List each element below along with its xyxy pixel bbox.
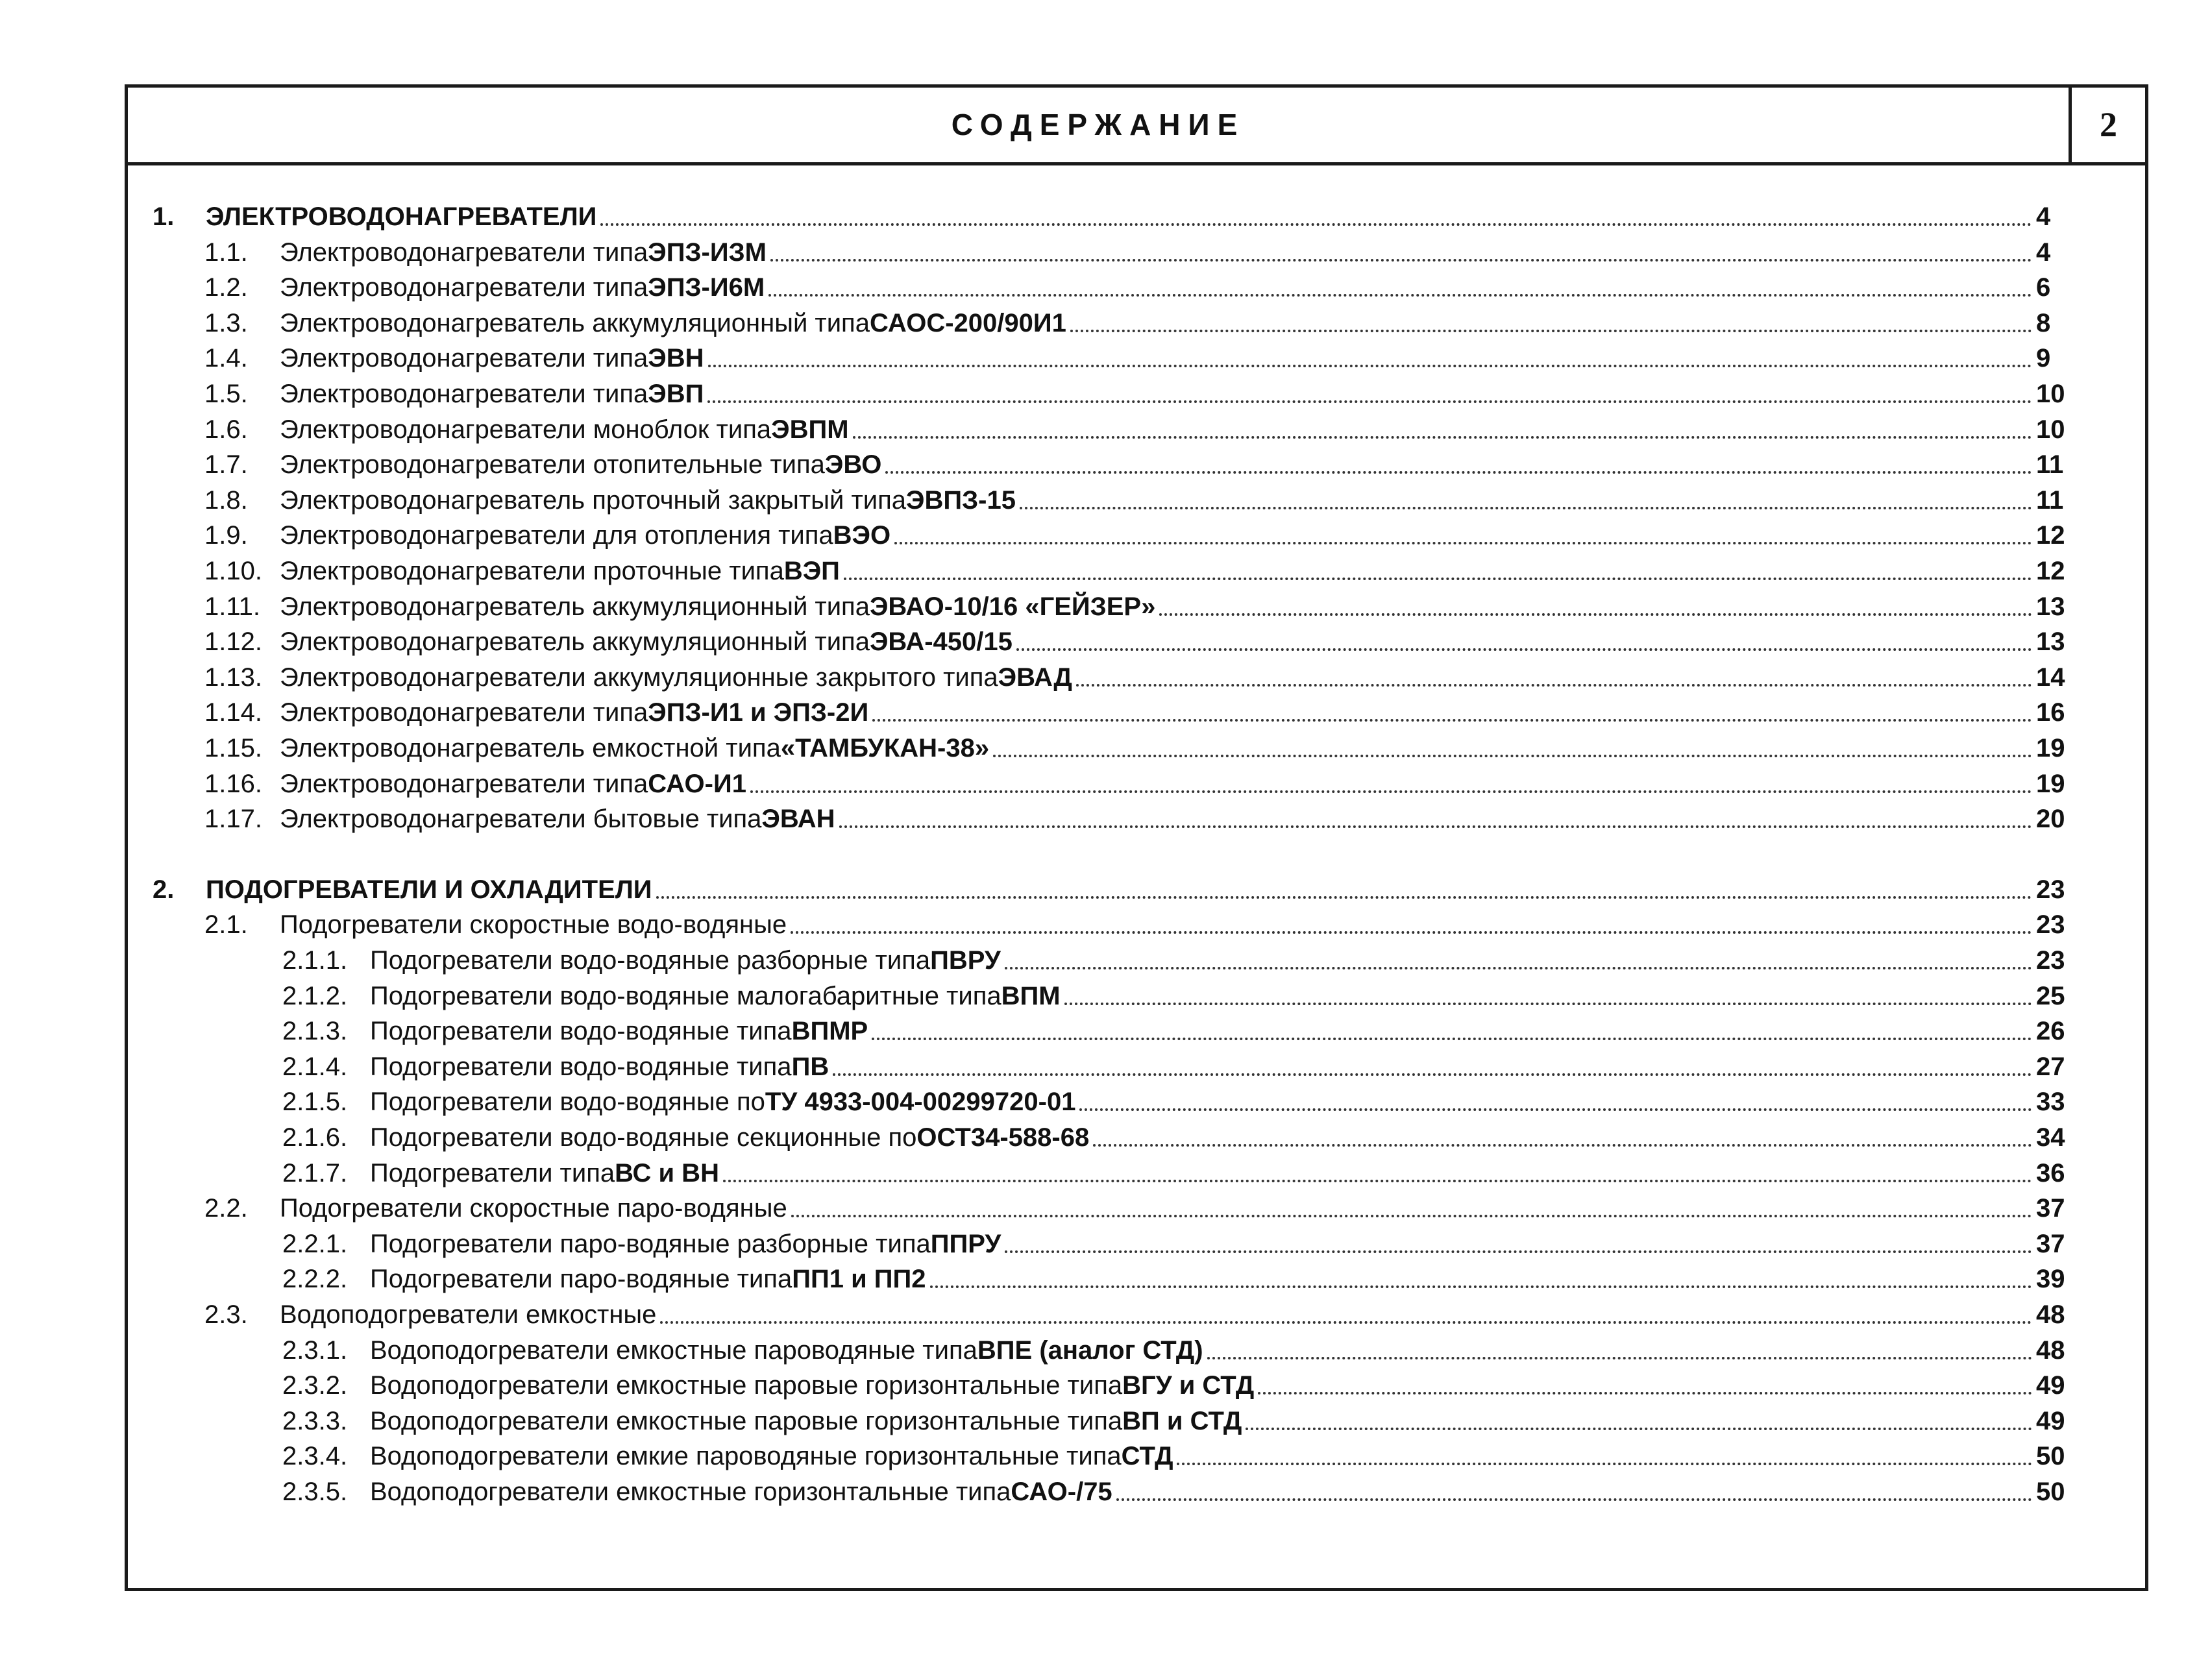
toc-entry	[128, 695, 2082, 730]
toc-entry-number: 2.1.4.	[282, 1052, 348, 1081]
toc-entry	[128, 1297, 2082, 1332]
header	[128, 88, 2145, 165]
toc-entry-number: 1.11.	[204, 592, 260, 621]
dot-leader	[1207, 1357, 2032, 1359]
toc-entry-model: ЭВАО-10/16 «ГЕЙЗЕР»	[869, 592, 1156, 621]
toc-entry-title: Электроводонагреватели аккумуляционные закрытого типа	[280, 663, 998, 692]
toc-entry-model: ЭПЗ-И1 и ЭПЗ-2И	[648, 698, 869, 727]
dot-leader	[791, 931, 2032, 934]
toc-entry-number: 1.7.	[204, 450, 248, 480]
toc-entry-model: ЭВПМ	[771, 415, 849, 444]
toc-entry	[128, 1049, 2082, 1084]
dot-leader	[750, 790, 2032, 793]
toc-entry	[128, 1014, 2082, 1049]
dot-leader	[791, 1215, 2032, 1217]
toc-entry-title: Водоподогреватели емкостные	[280, 1300, 657, 1329]
toc-entry-model: «ТАМБУКАН-38»	[780, 734, 990, 762]
toc-entry-title: Водоподогреватели емкостные пароводяные типа	[370, 1335, 977, 1365]
toc-entry-page: 49	[2036, 1406, 2065, 1435]
toc-entry-title: Подогреватели скоростные водо-водяные	[280, 910, 787, 940]
dot-leader	[660, 1321, 2032, 1324]
toc-entry-page: 48	[2036, 1335, 2065, 1365]
toc-entry	[128, 1261, 2082, 1297]
toc-entry-title: Подогреватели водо-водяные типа	[370, 1052, 792, 1081]
toc-entry	[128, 943, 2082, 978]
toc-entry	[128, 1120, 2082, 1155]
toc-entry-page: 12	[2036, 521, 2065, 550]
toc-entry-model: ВЭП	[783, 557, 840, 585]
dot-leader	[1246, 1428, 2032, 1430]
toc-entry-model: СТД	[1121, 1442, 1173, 1471]
dot-leader	[1076, 684, 2032, 687]
toc-entry-title: Подогреватели скоростные паро-водяные	[280, 1194, 787, 1223]
dot-leader	[656, 896, 2032, 899]
toc-entry-number: 2.1.	[204, 910, 248, 940]
toc-entry	[128, 731, 2082, 766]
toc-entry-model: ВЭО	[833, 521, 891, 550]
toc-entry-number: 2.1.6.	[282, 1123, 348, 1152]
toc-entry-page: 10	[2036, 380, 2065, 408]
toc-entry-title: Электроводонагреватели отопительные типа	[280, 450, 825, 480]
dot-leader	[1020, 507, 2032, 509]
toc-entry-model: ОСТ34-588-68	[916, 1123, 1090, 1152]
toc-entry-title: Электроводонагреватель емкостной типа	[280, 734, 781, 762]
dot-leader	[707, 400, 2032, 403]
toc-entry	[128, 1474, 2082, 1509]
toc-entry	[128, 766, 2082, 801]
toc-entry-number: 2.1.1.	[282, 946, 348, 975]
toc-entry-number: 2.3.3.	[282, 1406, 348, 1435]
toc-entry-model: ВПМР	[791, 1017, 868, 1046]
toc-entry	[128, 907, 2082, 942]
dot-leader	[1093, 1144, 2032, 1147]
toc-entry-number: 1.13.	[204, 663, 262, 692]
toc-entry-title: Подогреватели типа	[370, 1158, 615, 1187]
toc-entry-model: ЭПЗ-ИЗМ	[648, 237, 767, 267]
toc-entry-model: САОС-200/90И1	[869, 308, 1066, 337]
toc-entry-number: 2.3.1.	[282, 1335, 348, 1365]
toc-entry-number: 1.15.	[204, 734, 262, 762]
toc-entry	[128, 589, 2082, 624]
toc-entry-model: ПВРУ	[930, 946, 1001, 975]
dot-leader	[1005, 967, 2032, 969]
dot-leader	[1116, 1498, 2032, 1501]
toc-entry-title: Электроводонагреватель проточный закрытый типа	[280, 485, 907, 515]
toc-entry-title: ПОДОГРЕВАТЕЛИ И ОХЛАДИТЕЛИ	[206, 875, 652, 904]
toc-entry-page: 8	[2036, 308, 2051, 337]
toc-entry-title: Подогреватели паро-водяные типа	[370, 1265, 792, 1294]
toc-entry-page: 20	[2036, 805, 2065, 834]
dot-leader	[993, 755, 2032, 757]
toc-entry-number: 2.1.3.	[282, 1017, 348, 1046]
toc-entry	[128, 341, 2082, 376]
toc-entry-number: 1.	[153, 202, 175, 231]
toc-entry-page: 27	[2036, 1052, 2065, 1081]
toc-entry	[128, 1191, 2082, 1226]
toc-entry-page: 11	[2036, 450, 2064, 480]
toc-entry-number: 1.1.	[204, 237, 248, 267]
toc-entry-page: 6	[2036, 273, 2051, 302]
toc-entry-title: Электроводонагреватель аккумуляционный типа	[280, 592, 870, 621]
dot-leader	[872, 719, 2032, 722]
toc-entry	[128, 979, 2082, 1014]
toc-entry-page: 10	[2036, 415, 2065, 444]
toc-entry-title: Электроводонагреватель аккумуляционный типа	[280, 308, 870, 337]
toc-entry	[128, 376, 2082, 411]
toc-entry-model: ЭВП	[648, 380, 704, 408]
toc-entry-page: 4	[2036, 202, 2051, 231]
toc-entry-number: 1.4.	[204, 344, 248, 373]
dot-leader	[872, 1038, 2032, 1040]
toc-entry-page: 9	[2036, 344, 2051, 373]
dot-leader	[770, 259, 2032, 262]
toc-entry-title: Подогреватели водо-водяные разборные типа	[370, 946, 931, 975]
toc-entry-page: 37	[2036, 1229, 2065, 1258]
toc-entry-title: Водоподогреватели емкие пароводяные горизонтальные типа	[370, 1442, 1122, 1471]
toc-entry-model: ЭВО	[824, 450, 882, 480]
toc-entry	[128, 1226, 2082, 1261]
toc-entry-page: 48	[2036, 1300, 2065, 1329]
toc-entry-number: 2.2.	[204, 1194, 248, 1223]
toc-entry-page: 23	[2036, 875, 2065, 904]
dot-leader	[1016, 648, 2032, 651]
toc-entry-number: 2.1.2.	[282, 981, 348, 1010]
toc-entry-model: САО-/75	[1011, 1478, 1112, 1506]
toc-entry	[128, 660, 2082, 695]
toc-entry-model: ЭВПЗ-15	[906, 485, 1016, 515]
toc-entry	[128, 872, 2082, 907]
toc-entry-model: ЭВАД	[998, 663, 1072, 692]
toc-entry-page: 50	[2036, 1442, 2065, 1471]
toc-entry-model: ПВ	[791, 1052, 829, 1081]
toc-entry-number: 1.10.	[204, 557, 262, 585]
toc-entry-number: 2.1.5.	[282, 1088, 348, 1117]
toc-entry-page: 49	[2036, 1371, 2065, 1400]
dot-leader	[885, 471, 2032, 474]
document-frame	[125, 84, 2148, 1591]
toc-entry-model: ПП1 и ПП2	[792, 1265, 926, 1294]
toc-entry-number: 1.8.	[204, 485, 248, 515]
toc-entry	[128, 483, 2082, 518]
toc-entry	[128, 1404, 2082, 1439]
toc-entry-page: 36	[2036, 1158, 2065, 1187]
toc-entry-model: ЭВА-450/15	[869, 627, 1013, 657]
toc-entry-page: 37	[2036, 1194, 2065, 1223]
toc-entry	[128, 412, 2082, 447]
toc-entry-model: ЭВАН	[761, 805, 835, 834]
toc-entry-number: 1.3.	[204, 308, 248, 337]
toc-entry-page: 13	[2036, 627, 2065, 657]
toc-entry-page: 39	[2036, 1265, 2065, 1294]
toc-entry	[128, 624, 2082, 659]
toc-entry-page: 23	[2036, 946, 2065, 975]
toc-entry-number: 1.16.	[204, 769, 262, 798]
toc-entry	[128, 235, 2082, 270]
toc-entry-number: 1.6.	[204, 415, 248, 444]
toc-entry-title: Электроводонагреватели типа	[280, 769, 648, 798]
toc-entry-page: 50	[2036, 1478, 2065, 1506]
toc-entry-page: 19	[2036, 769, 2065, 798]
toc-entry-model: ЭВН	[648, 344, 704, 373]
toc-entry-page: 13	[2036, 592, 2065, 621]
dot-leader	[1258, 1392, 2032, 1394]
dot-leader	[1159, 613, 2032, 616]
toc-entry-page: 23	[2036, 910, 2065, 940]
toc-entry-title: Электроводонагреватель аккумуляционный типа	[280, 627, 870, 657]
toc-entry-title: Электроводонагреватели для отопления типа	[280, 521, 833, 550]
dot-leader	[839, 825, 2032, 828]
dot-leader	[1005, 1250, 2032, 1253]
toc-entry	[128, 199, 2082, 234]
toc-entry-page: 14	[2036, 663, 2065, 692]
dot-leader	[708, 365, 2033, 367]
toc-entry-title: Электроводонагреватели типа	[280, 344, 648, 373]
toc-entry-title: Подогреватели водо-водяные малогабаритные типа	[370, 981, 1001, 1010]
toc-entry-number: 1.5.	[204, 380, 248, 408]
toc-entry-title: Водоподогреватели емкостные паровые горизонтальные типа	[370, 1406, 1123, 1435]
toc-entry-title: Электроводонагреватели типа	[280, 237, 648, 267]
toc-entry	[128, 270, 2082, 305]
toc-entry-model: ВП и СТД	[1122, 1406, 1242, 1435]
toc-entry-title: ЭЛЕКТРОВОДОНАГРЕВАТЕЛИ	[206, 202, 597, 231]
toc-entry-model: САО-И1	[648, 769, 746, 798]
toc-entry-title: Водоподогреватели емкостные паровые горизонтальные типа	[370, 1371, 1123, 1400]
dot-leader	[853, 436, 2032, 439]
toc-entry	[128, 306, 2082, 341]
dot-leader	[1064, 1003, 2032, 1005]
toc-entry-number: 2.3.	[204, 1300, 248, 1329]
toc-entry-page: 26	[2036, 1017, 2065, 1046]
dot-leader	[723, 1180, 2032, 1182]
toc-entry-page: 33	[2036, 1088, 2065, 1117]
toc-entry	[128, 1333, 2082, 1368]
toc-entry-number: 1.14.	[204, 698, 262, 727]
toc-entry-title: Электроводонагреватели проточные типа	[280, 557, 784, 585]
dot-leader	[1070, 330, 2032, 332]
dot-leader	[768, 294, 2032, 297]
toc-entry-title: Подогреватели водо-водяные по	[370, 1088, 765, 1117]
toc-entry-page: 19	[2036, 734, 2065, 762]
dot-leader	[844, 578, 2032, 580]
toc-entry-number: 2.2.1.	[282, 1229, 348, 1258]
toc-entry-number: 1.2.	[204, 273, 248, 302]
toc-entry	[128, 1084, 2082, 1119]
toc-entry	[128, 447, 2082, 482]
dot-leader	[600, 223, 2032, 226]
toc-entry-model: ТУ 4933-004-00299720-01	[765, 1088, 1076, 1117]
toc-entry-title: Электроводонагреватели типа	[280, 273, 648, 302]
toc-entry-page: 4	[2036, 237, 2051, 267]
toc-entry-number: 1.9.	[204, 521, 248, 550]
dot-leader	[1177, 1463, 2032, 1465]
dot-leader	[930, 1285, 2032, 1288]
toc-entry-number: 1.17.	[204, 805, 262, 834]
toc-entry-number: 2.2.2.	[282, 1265, 348, 1294]
toc-entry-number: 2.3.4.	[282, 1442, 348, 1471]
toc-entry-model: ВПМ	[1001, 981, 1061, 1010]
toc-entry-model: ЭПЗ-И6М	[648, 273, 765, 302]
toc-entry-title: Подогреватели водо-водяные секционные по	[370, 1123, 917, 1152]
toc-entry-page: 12	[2036, 557, 2065, 585]
toc-entry-model: ППРУ	[930, 1229, 1001, 1258]
dot-leader	[894, 542, 2032, 544]
toc-entry-page: 16	[2036, 698, 2065, 727]
toc-entry-number: 1.12.	[204, 627, 262, 657]
toc-entry-title: Электроводонагреватели моноблок типа	[280, 415, 772, 444]
toc-entry	[128, 1439, 2082, 1474]
toc-entry-number: 2.	[153, 875, 175, 904]
page-number: 2	[2069, 88, 2145, 162]
toc-entry-title: Водоподогреватели емкостные горизонтальные типа	[370, 1478, 1011, 1506]
toc-entry-page: 34	[2036, 1123, 2065, 1152]
toc-entry	[128, 554, 2082, 589]
toc-entry-title: Подогреватели паро-водяные разборные типа	[370, 1229, 931, 1258]
page-title: СОДЕРЖАНИЕ	[951, 108, 1246, 141]
toc-entry-model: ВПЕ (аналог СТД)	[977, 1335, 1203, 1365]
toc-entry-title: Подогреватели водо-водяные типа	[370, 1017, 792, 1046]
toc-entry-number: 2.3.5.	[282, 1478, 348, 1506]
toc-entry-title: Электроводонагреватели бытовые типа	[280, 805, 762, 834]
toc-entry	[128, 1368, 2082, 1403]
toc-entry	[128, 518, 2082, 553]
toc-entry	[128, 1156, 2082, 1191]
toc-entry-title: Электроводонагреватели типа	[280, 380, 648, 408]
toc-entry	[128, 801, 2082, 836]
toc-entry-model: ВГУ и СТД	[1122, 1371, 1255, 1400]
dot-leader	[833, 1073, 2032, 1076]
toc-entry-page: 11	[2036, 485, 2064, 515]
toc-entry-number: 2.1.7.	[282, 1158, 348, 1187]
toc-entry-model: ВС и ВН	[615, 1158, 719, 1187]
dot-leader	[1079, 1108, 2032, 1111]
toc-entry-number: 2.3.2.	[282, 1371, 348, 1400]
toc-entry-page: 25	[2036, 981, 2065, 1010]
toc-entry-title: Электроводонагреватели типа	[280, 698, 648, 727]
